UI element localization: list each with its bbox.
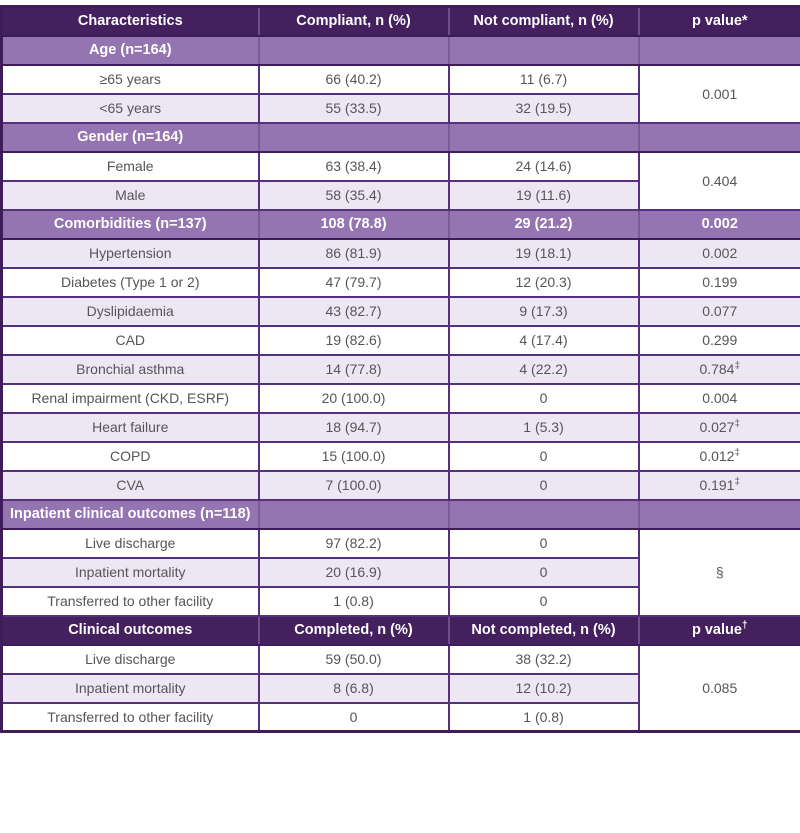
compliance-statistics-table — [0, 5, 800, 733]
cell-not-compliant: 0 — [449, 587, 639, 616]
cell-characteristics: Hypertension — [2, 239, 259, 268]
cell-p-value: 0.027‡ — [639, 413, 800, 442]
cell-characteristics: Bronchial asthma — [2, 355, 259, 384]
header-row — [2, 616, 800, 645]
table-row — [2, 152, 800, 181]
cell-not-compliant: 4 (17.4) — [449, 326, 639, 355]
table-row — [2, 413, 800, 442]
cell-compliant: 86 (81.9) — [259, 239, 449, 268]
cell-characteristics: Transferred to other facility — [2, 587, 259, 616]
footnote-marker: ‡ — [734, 418, 741, 430]
cell-not-compliant — [449, 500, 639, 529]
cell-compliant: 7 (100.0) — [259, 471, 449, 500]
footnote-marker: ‡ — [734, 447, 741, 459]
cell-not-compliant — [449, 123, 639, 152]
cell-characteristics: Male — [2, 181, 259, 210]
cell-characteristics: Female — [2, 152, 259, 181]
cell-p-value: 0.002 — [639, 210, 800, 239]
cell-p-value — [639, 500, 800, 529]
column-header-characteristics: Clinical outcomes — [2, 616, 259, 645]
cell-not-compliant: 0 — [449, 529, 639, 558]
cell-characteristics: Inpatient clinical outcomes (n=118) — [2, 500, 259, 529]
table-row — [2, 355, 800, 384]
cell-not-compliant: 19 (18.1) — [449, 239, 639, 268]
cell-compliant — [259, 500, 449, 529]
section-header-row — [2, 36, 800, 65]
cell-compliant: 20 (100.0) — [259, 384, 449, 413]
cell-not-compliant: 12 (10.2) — [449, 674, 639, 703]
cell-p-value: 0.002 — [639, 239, 800, 268]
cell-compliant: 1 (0.8) — [259, 587, 449, 616]
cell-not-compliant: 19 (11.6) — [449, 181, 639, 210]
cell-compliant: 47 (79.7) — [259, 268, 449, 297]
cell-characteristics: Gender (n=164) — [2, 123, 259, 152]
section-header-row — [2, 210, 800, 239]
section-header-row — [2, 123, 800, 152]
cell-characteristics: Inpatient mortality — [2, 558, 259, 587]
section-header-row — [2, 500, 800, 529]
cell-not-compliant: 38 (32.2) — [449, 645, 639, 674]
cell-characteristics: ≥65 years — [2, 65, 259, 94]
cell-not-compliant: 29 (21.2) — [449, 210, 639, 239]
column-header-not-compliant: Not compliant, n (%) — [449, 7, 639, 36]
column-header-p-value: p value* — [639, 7, 800, 36]
cell-compliant: 97 (82.2) — [259, 529, 449, 558]
cell-p-value: 0.199 — [639, 268, 800, 297]
cell-not-compliant: 0 — [449, 442, 639, 471]
cell-not-compliant: 0 — [449, 384, 639, 413]
cell-p-value: 0.077 — [639, 297, 800, 326]
cell-characteristics: COPD — [2, 442, 259, 471]
cell-compliant: 63 (38.4) — [259, 152, 449, 181]
table-row — [2, 297, 800, 326]
cell-not-compliant: 11 (6.7) — [449, 65, 639, 94]
table-row — [2, 645, 800, 674]
table-row — [2, 471, 800, 500]
column-header-compliant: Compliant, n (%) — [259, 7, 449, 36]
cell-p-value: 0.784‡ — [639, 355, 800, 384]
cell-not-compliant: 9 (17.3) — [449, 297, 639, 326]
cell-not-compliant: 1 (0.8) — [449, 703, 639, 732]
cell-characteristics: Diabetes (Type 1 or 2) — [2, 268, 259, 297]
cell-compliant: 43 (82.7) — [259, 297, 449, 326]
cell-not-compliant: 4 (22.2) — [449, 355, 639, 384]
footnote-marker: ‡ — [734, 360, 741, 372]
cell-compliant: 55 (33.5) — [259, 94, 449, 123]
footnote-marker: † — [741, 620, 748, 632]
cell-not-compliant: 12 (20.3) — [449, 268, 639, 297]
cell-characteristics: Heart failure — [2, 413, 259, 442]
table-row — [2, 65, 800, 94]
table-row — [2, 442, 800, 471]
cell-compliant: 108 (78.8) — [259, 210, 449, 239]
cell-compliant: 18 (94.7) — [259, 413, 449, 442]
cell-p-value: 0.012‡ — [639, 442, 800, 471]
cell-compliant: 59 (50.0) — [259, 645, 449, 674]
cell-compliant: 8 (6.8) — [259, 674, 449, 703]
cell-compliant: 0 — [259, 703, 449, 732]
cell-characteristics: Transferred to other facility — [2, 703, 259, 732]
cell-characteristics: Live discharge — [2, 529, 259, 558]
cell-compliant — [259, 123, 449, 152]
header-row — [2, 7, 800, 36]
cell-not-compliant: 24 (14.6) — [449, 152, 639, 181]
cell-characteristics: Age (n=164) — [2, 36, 259, 65]
cell-not-compliant: 32 (19.5) — [449, 94, 639, 123]
cell-p-value: 0.191‡ — [639, 471, 800, 500]
cell-p-value: 0.001 — [639, 65, 800, 123]
footnote-marker: ‡ — [734, 476, 741, 488]
cell-characteristics: Inpatient mortality — [2, 674, 259, 703]
cell-compliant: 19 (82.6) — [259, 326, 449, 355]
cell-not-compliant — [449, 36, 639, 65]
cell-compliant: 66 (40.2) — [259, 65, 449, 94]
cell-compliant: 20 (16.9) — [259, 558, 449, 587]
cell-compliant — [259, 36, 449, 65]
column-header-compliant: Completed, n (%) — [259, 616, 449, 645]
cell-characteristics: CAD — [2, 326, 259, 355]
table-row — [2, 529, 800, 558]
column-header-not-compliant: Not completed, n (%) — [449, 616, 639, 645]
table-row — [2, 326, 800, 355]
cell-p-value: 0.085 — [639, 645, 800, 732]
cell-p-value — [639, 123, 800, 152]
cell-characteristics: CVA — [2, 471, 259, 500]
cell-p-value — [639, 36, 800, 65]
cell-p-value: 0.299 — [639, 326, 800, 355]
column-header-p-value: p value† — [639, 616, 800, 645]
cell-compliant: 58 (35.4) — [259, 181, 449, 210]
cell-characteristics: <65 years — [2, 94, 259, 123]
cell-characteristics: Renal impairment (CKD, ESRF) — [2, 384, 259, 413]
table-row — [2, 268, 800, 297]
cell-not-compliant: 0 — [449, 558, 639, 587]
cell-characteristics: Live discharge — [2, 645, 259, 674]
cell-characteristics: Comorbidities (n=137) — [2, 210, 259, 239]
cell-compliant: 14 (77.8) — [259, 355, 449, 384]
cell-p-value: § — [639, 529, 800, 616]
cell-characteristics: Dyslipidaemia — [2, 297, 259, 326]
table-body — [2, 7, 800, 732]
table-row — [2, 239, 800, 268]
cell-compliant: 15 (100.0) — [259, 442, 449, 471]
cell-p-value: 0.404 — [639, 152, 800, 210]
column-header-characteristics: Characteristics — [2, 7, 259, 36]
table-row — [2, 384, 800, 413]
cell-p-value: 0.004 — [639, 384, 800, 413]
cell-not-compliant: 1 (5.3) — [449, 413, 639, 442]
cell-not-compliant: 0 — [449, 471, 639, 500]
